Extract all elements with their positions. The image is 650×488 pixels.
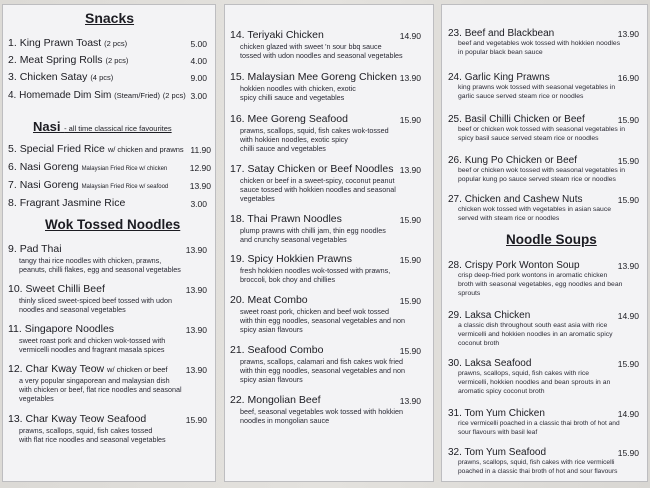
menu-item [8, 161, 167, 176]
item-number: 26. [448, 155, 462, 166]
menu-item [230, 253, 352, 266]
description-line: coconut broth [458, 340, 500, 347]
item-number: 4. [8, 90, 17, 101]
item-note: (2 pcs) [105, 56, 129, 65]
description-line: beef, seasonal vegetables wok tossed with hokkien [240, 407, 404, 416]
description-line: prawns, scallops, squid, fish cakes tossed [19, 426, 153, 435]
description-line: plump prawns with chilli jam, thin egg noodles [240, 226, 386, 235]
item-name: Tom Yum Seafood [464, 447, 547, 458]
description-line: prawns, scallops, squid, fish cakes with rice [458, 370, 590, 377]
item-name: Laksa Seafood [464, 358, 532, 369]
description-line: spicy chilli sauce and vegetables [240, 93, 345, 102]
menu-item [230, 213, 342, 226]
description-line: a very popular singaporean and malaysian dish [19, 376, 170, 385]
item-number: 22. [230, 394, 245, 406]
description-line: in popular black bean sauce [458, 49, 543, 56]
item-description [240, 407, 403, 425]
item-note: w/ chicken or beef [107, 365, 168, 374]
description-line: aromatic spicy coconut broth [458, 388, 545, 395]
item-description [240, 42, 403, 60]
item-description [240, 357, 405, 384]
item-description [458, 369, 610, 396]
item-description [458, 205, 611, 223]
item-name: Homemade Dim Sim [19, 90, 112, 101]
description-line: vermicelli and hokkien noodles in an aromatic spicy [458, 331, 613, 338]
item-price: 15.90 [617, 448, 639, 458]
menu-item [8, 179, 168, 194]
description-line: with flat rice noodles and seasonal vegetables [19, 435, 166, 444]
item-name: Meat Combo [247, 294, 308, 306]
item-price: 9.00 [190, 73, 207, 83]
menu-column-mains-soups [441, 4, 648, 482]
description-line: broth with seasonal vegetables, egg noodles and bean [458, 281, 623, 288]
item-price: 4.00 [190, 56, 207, 66]
item-description [19, 296, 172, 314]
description-line: beef or chicken wok tossed with seasonal vegetables in [458, 167, 625, 174]
item-price: 14.90 [617, 311, 639, 321]
description-line: prawns, scallops, squid, fish cakes with rice vermicelli [458, 459, 615, 466]
description-line: vermicelli noodles and fragrant masala spices [19, 345, 165, 354]
item-price: 11.90 [190, 145, 211, 155]
item-number: 21. [230, 344, 245, 356]
item-name: Seafood Combo [247, 344, 324, 356]
item-number: 29. [448, 310, 462, 321]
description-line: with thin egg noodles, seasonal vegetables and non [240, 316, 406, 325]
item-name: Beef and Blackbean [464, 28, 555, 39]
menu-item [230, 71, 397, 84]
item-name: Chicken and Cashew Nuts [464, 194, 583, 205]
item-name: King Prawn Toast [19, 37, 102, 49]
item-number: 13. [8, 413, 23, 425]
item-number: 32. [448, 447, 462, 458]
item-description [458, 166, 625, 184]
item-price: 15.90 [617, 195, 639, 205]
menu-column-noodles [224, 4, 434, 482]
description-line: sweet roast pork and chicken wok-tossed with [19, 336, 166, 345]
menu-item [8, 363, 168, 376]
menu-column-snacks-nasi-wok [2, 4, 216, 482]
item-name: Char Kway Teow [25, 363, 105, 375]
item-name: Meat Spring Rolls [19, 54, 103, 66]
item-note: (2 pcs) [104, 39, 128, 48]
description-line: tangy thai rice noodles with chicken, prawns, [19, 256, 162, 265]
item-number: 9. [8, 243, 17, 255]
item-description [458, 419, 620, 437]
description-line: and crunchy seasonal vegetables [240, 235, 347, 244]
item-name: Thai Prawn Noodles [247, 213, 342, 225]
description-line: tossed with udon noodles and seasonal vegetables [240, 51, 403, 60]
item-description [458, 125, 625, 143]
item-name: Satay Chicken or Beef Noodles [247, 163, 394, 175]
item-description [19, 426, 166, 444]
item-price: 13.90 [399, 396, 421, 406]
item-number: 17. [230, 163, 245, 175]
item-number: 11. [8, 323, 22, 335]
item-name: Teriyaki Chicken [247, 29, 324, 41]
description-line: rice vermicelli poached in a classic thai broth of hot and [458, 420, 620, 427]
item-note: (Steam/Fried) [114, 91, 160, 100]
item-price: 15.90 [399, 115, 421, 125]
item-name: Mee Goreng Seafood [247, 113, 348, 125]
item-number: 2. [8, 54, 17, 66]
item-number: 15. [230, 71, 245, 83]
item-name: Chicken Satay [19, 71, 88, 83]
noodle-soups-heading: Noodle Soups [506, 232, 597, 247]
description-line: with thin egg noodles, seasonal vegetables and non [240, 366, 406, 375]
item-description [19, 336, 165, 354]
item-name: Char Kway Teow Seafood [25, 413, 147, 425]
item-description [458, 458, 617, 476]
nasi-heading-title: Nasi [33, 119, 61, 134]
description-line: beef or chicken wok tossed with seasonal vegetables in [458, 126, 625, 133]
item-number: 31. [448, 408, 462, 419]
snacks-heading: Snacks [85, 10, 135, 26]
item-price: 15.90 [185, 415, 207, 425]
item-name: Pad Thai [19, 243, 62, 255]
description-line: spicy asian flavours [240, 325, 303, 334]
menu-item [230, 344, 323, 357]
item-name: Sweet Chilli Beef [25, 283, 105, 295]
menu-item [8, 143, 184, 156]
menu-item [8, 413, 146, 426]
menu-item [8, 197, 125, 210]
item-price: 13.90 [185, 325, 207, 335]
item-price: 14.90 [399, 31, 421, 41]
item-price: 13.90 [189, 181, 211, 191]
nasi-heading [33, 119, 172, 134]
menu-item [8, 243, 62, 256]
item-description [240, 126, 389, 153]
item-price: 15.90 [399, 215, 421, 225]
item-price: 15.90 [399, 346, 421, 356]
item-note: Malaysian Fried Rice w/ chicken [81, 166, 168, 172]
description-line: prawns, scallops, squid, fish cakes wok-tossed [240, 126, 389, 135]
item-price: 15.90 [617, 115, 639, 125]
description-line: broccoli, bok choy and chillies [240, 275, 336, 284]
item-name: Basil Chilli Chicken or Beef [464, 114, 585, 125]
description-line: sweet roast pork, chicken and beef wok tossed [240, 307, 390, 316]
item-number: 6. [8, 161, 17, 173]
item-number: 16. [230, 113, 245, 125]
description-line: vermicelli, hokkien noodles and bean sprouts in an [458, 379, 611, 386]
item-name: Singapore Noodles [24, 323, 115, 335]
item-price: 3.00 [190, 91, 207, 101]
item-description [240, 176, 396, 203]
description-line: noodles in mongolian sauce [240, 416, 330, 425]
item-description [240, 266, 390, 284]
menu-item [230, 294, 308, 307]
item-name: Malaysian Mee Goreng Chicken [247, 71, 397, 83]
item-number: 25. [448, 114, 462, 125]
item-name: Laksa Chicken [464, 310, 531, 321]
item-name: Garlic King Prawns [464, 72, 550, 83]
item-price: 13.90 [399, 73, 421, 83]
description-line: hokkien noodles with chicken, exotic [240, 84, 356, 93]
menu-item [230, 113, 348, 126]
description-line: popular kung po sauce served steam rice or noodles [458, 176, 616, 183]
item-price: 15.90 [617, 156, 639, 166]
description-line: chicken wok tossed with vegetables in asian sauce [458, 206, 612, 213]
item-number: 28. [448, 260, 462, 271]
item-number: 10. [8, 283, 23, 295]
item-description [19, 256, 181, 274]
item-number: 8. [8, 197, 17, 209]
description-line: spicy asian flavours [240, 375, 303, 384]
description-line: with hokkien noodles, exotic spicy [240, 135, 348, 144]
description-line: vegetables [240, 194, 275, 203]
menu-item [8, 89, 186, 102]
description-line: fresh hokkien noodles wok-tossed with prawns, [240, 266, 391, 275]
menu-item [230, 29, 324, 42]
description-line: chicken or beef in a sweet-spicy, coconut peanut [240, 176, 395, 185]
menu-item [8, 54, 128, 67]
item-price: 5.00 [190, 39, 207, 49]
item-name: Fragrant Jasmine Rice [19, 197, 126, 209]
description-line: sprouts [458, 290, 481, 297]
item-number: 14. [230, 29, 245, 41]
description-line: king prawns wok tossed with seasonal vegetables in [458, 84, 616, 91]
description-line: thinly sliced sweet-spiced beef tossed with udon [19, 296, 173, 305]
description-line: chilli sauce and vegetables [240, 144, 326, 153]
item-description [240, 226, 386, 244]
item-number: 1. [8, 37, 17, 49]
item-name: Tom Yum Chicken [464, 408, 545, 419]
menu-item [8, 283, 105, 296]
description-line: with chicken or beef, flat rice noodles and seasonal [19, 385, 182, 394]
item-number: 24. [448, 72, 462, 83]
item-number: 12. [8, 363, 23, 375]
item-name: Kung Po Chicken or Beef [464, 155, 577, 166]
item-number: 30. [448, 358, 462, 369]
item-price: 3.00 [190, 199, 207, 209]
item-number: 5. [8, 143, 17, 155]
description-line: sour flavours with basil leaf [458, 429, 538, 436]
item-name: Crispy Pork Wonton Soup [464, 260, 580, 271]
description-line: served with steam rice or noodles [458, 215, 560, 222]
menu-item [8, 71, 113, 84]
item-price: 15.90 [399, 296, 421, 306]
item-number: 27. [448, 194, 462, 205]
item-number: 20. [230, 294, 245, 306]
item-description [19, 376, 182, 403]
description-line: beef and vegetables wok tossed with hokkien noodles [458, 40, 621, 47]
description-line: poached in a classic thai broth of hot and sour flavours [458, 468, 618, 475]
description-line: crisp deep-fried pork wontons in aromatic chicken [458, 272, 608, 279]
item-note: Malaysian Fried Rice w/ seafood [81, 184, 169, 190]
menu-item [230, 394, 321, 407]
item-price: 12.90 [189, 163, 211, 173]
item-description [458, 39, 620, 57]
description-line: prawns, scallops, calamari and fish cakes wok fried [240, 357, 403, 366]
item-name: Special Fried Rice [19, 143, 105, 155]
item-note: (4 pcs) [90, 73, 114, 82]
item-price: 15.90 [617, 359, 639, 369]
item-number: 18. [230, 213, 245, 225]
description-line: spicy basil sauce served steam rice or noodles [458, 135, 599, 142]
menu-item [8, 323, 114, 336]
item-description [458, 321, 613, 348]
item-description [240, 84, 356, 102]
description-line: peanuts, chilli flakes, egg and seasonal vegetables [19, 265, 181, 274]
item-price: 13.90 [185, 365, 207, 375]
description-line: noodles and seasonal vegetables [19, 305, 126, 314]
item-name: Spicy Hokkien Prawns [247, 253, 352, 265]
item-price: 13.90 [617, 29, 639, 39]
item-note: w/ chicken and prawns [107, 145, 184, 154]
item-description [458, 83, 615, 101]
item-price: 14.90 [617, 409, 639, 419]
item-number: 19. [230, 253, 245, 265]
item-price: 15.90 [399, 255, 421, 265]
menu-item [8, 37, 127, 50]
item-description [458, 271, 622, 298]
wok-heading: Wok Tossed Noodles [45, 217, 181, 232]
description-line: vegetables [19, 394, 54, 403]
item-price: 16.90 [617, 73, 639, 83]
description-line: a classic dish throughout south east asia with rice [458, 322, 608, 329]
item-price: 13.90 [617, 261, 639, 271]
item-number: 3. [8, 71, 17, 83]
item-price: 13.90 [399, 165, 421, 175]
item-number: 7. [8, 179, 17, 191]
item-note: (2 pcs) [162, 91, 186, 100]
menu-item [230, 163, 393, 176]
item-number: 23. [448, 28, 462, 39]
description-line: sauce tossed with hokkien noodles and seasonal [240, 185, 396, 194]
item-price: 13.90 [185, 285, 207, 295]
item-name: Nasi Goreng [19, 179, 79, 191]
item-name: Nasi Goreng [19, 161, 79, 173]
description-line: garlic sauce served steam rice or noodles [458, 93, 584, 100]
description-line: chicken glazed with sweet 'n sour bbq sauce [240, 42, 382, 51]
nasi-heading-subtitle: - all time classical rice favourites [64, 124, 172, 133]
item-name: Mongolian Beef [247, 394, 321, 406]
item-price: 13.90 [185, 245, 207, 255]
item-description [240, 307, 405, 334]
